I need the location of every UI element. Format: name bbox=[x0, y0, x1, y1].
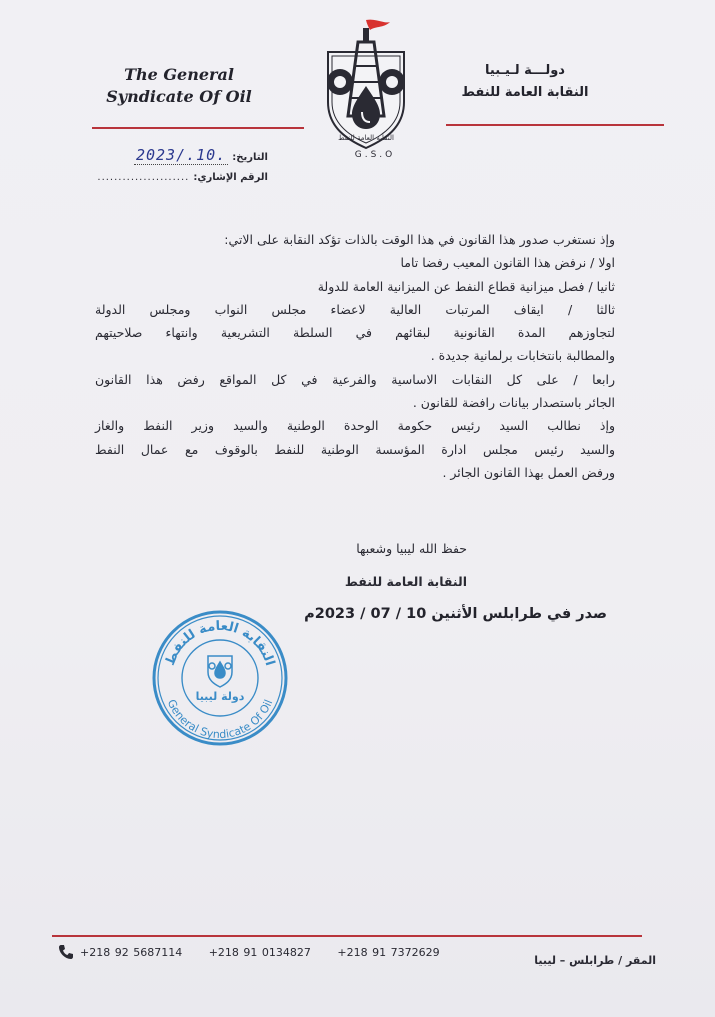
flame-icon bbox=[366, 20, 390, 30]
logo-caption: G.S.O bbox=[354, 150, 396, 160]
body-line: الجائر باستصدار بيانات رافضة للقانون . bbox=[412, 395, 615, 411]
letter-body bbox=[95, 228, 615, 484]
closing-block bbox=[345, 532, 467, 598]
header-rule-right bbox=[446, 124, 664, 126]
arabic-letterhead bbox=[425, 60, 625, 104]
body-line: ثانيا / فصل ميزانية قطاع النفط عن الميزانية العامة للدولة bbox=[317, 278, 615, 294]
english-title-line2: Syndicate Of Oil bbox=[106, 87, 252, 106]
english-title-line1: The General bbox=[124, 65, 234, 84]
body-line: والمطالبة بانتخابات برلمانية جديدة . bbox=[430, 348, 615, 364]
body-line: ورفض العمل بهذا القانون الجائر . bbox=[442, 464, 615, 480]
footer-rule bbox=[52, 935, 642, 937]
issue-place-date: صدر في طرابلس الأثنين 10 / 07 / 2023م bbox=[304, 606, 607, 622]
body-line: رابعا / على كل النقابات الاساسية والفرعية في كل المواقع رفض هذا القانون bbox=[95, 371, 615, 387]
body-line: ثالثا / ايقاف المرتبات العالية لاعضاء مجلس النواب ومجلس الدولة bbox=[95, 301, 615, 317]
headquarters-address: المقر / طرابلس – ليبيا bbox=[534, 954, 656, 967]
gso-logo-emblem bbox=[318, 16, 414, 166]
phone-number: +218 92 5687114 bbox=[80, 946, 183, 959]
closing-salutation: حفظ الله ليبيا وشعبها bbox=[356, 541, 467, 556]
reference-block bbox=[88, 146, 268, 198]
body-line: والسيد رئيس مجلس ادارة المؤسسة الوطنية للنفط بالوقوف مع عمال النفط bbox=[95, 441, 615, 457]
arabic-title-line2: النقابة العامة للنفط bbox=[461, 85, 589, 100]
reference-number-label: الرقم الإشاري: bbox=[193, 172, 268, 183]
phone-icon bbox=[58, 944, 74, 960]
reference-number-blank: ...................... bbox=[97, 172, 190, 183]
arabic-title-line1: دولـــة لـيـبيا bbox=[485, 63, 565, 78]
phone-number: +218 91 7372629 bbox=[337, 946, 440, 959]
header-rule-left bbox=[92, 127, 304, 129]
body-line: لتجاوزهم المدة القانونية لبقائهم في السلطة التشريعية وانتهاء صلاحيتهم bbox=[95, 325, 615, 341]
date-value-handwritten: 2023/.10. bbox=[135, 146, 227, 164]
body-line: وإذ نطالب السيد رئيس حكومة الوحدة الوطنية والسيد وزير النفط والغاز bbox=[95, 418, 615, 434]
body-line: وإذ نستغرب صدور هذا القانون في هذا الوقت بالذات تؤكد النقابة على الاتي: bbox=[224, 232, 615, 247]
letter-footer bbox=[56, 944, 656, 970]
stamp-emblem-icon bbox=[208, 656, 232, 687]
signatory-organization: النقابة العامة للنفط bbox=[344, 574, 467, 589]
english-letterhead bbox=[104, 64, 254, 108]
body-line: اولا / نرفض هذا القانون المعيب رفضا تاما bbox=[400, 255, 615, 271]
phone-number: +218 91 0134827 bbox=[208, 946, 311, 959]
reference-number-line bbox=[88, 172, 268, 198]
date-label: التاريخ: bbox=[232, 152, 268, 163]
stamp-center-text: دولة ليبيا bbox=[195, 690, 245, 703]
official-stamp bbox=[150, 608, 290, 748]
stamp-ring-english: General Syndicate Of Oil bbox=[164, 697, 276, 742]
logo-ring-text: النقابة العامة للنفط bbox=[338, 134, 394, 142]
date-line bbox=[88, 146, 268, 172]
phone-numbers bbox=[80, 946, 462, 959]
stamp-ring-arabic: النقابة العامة للنفط bbox=[162, 618, 278, 668]
